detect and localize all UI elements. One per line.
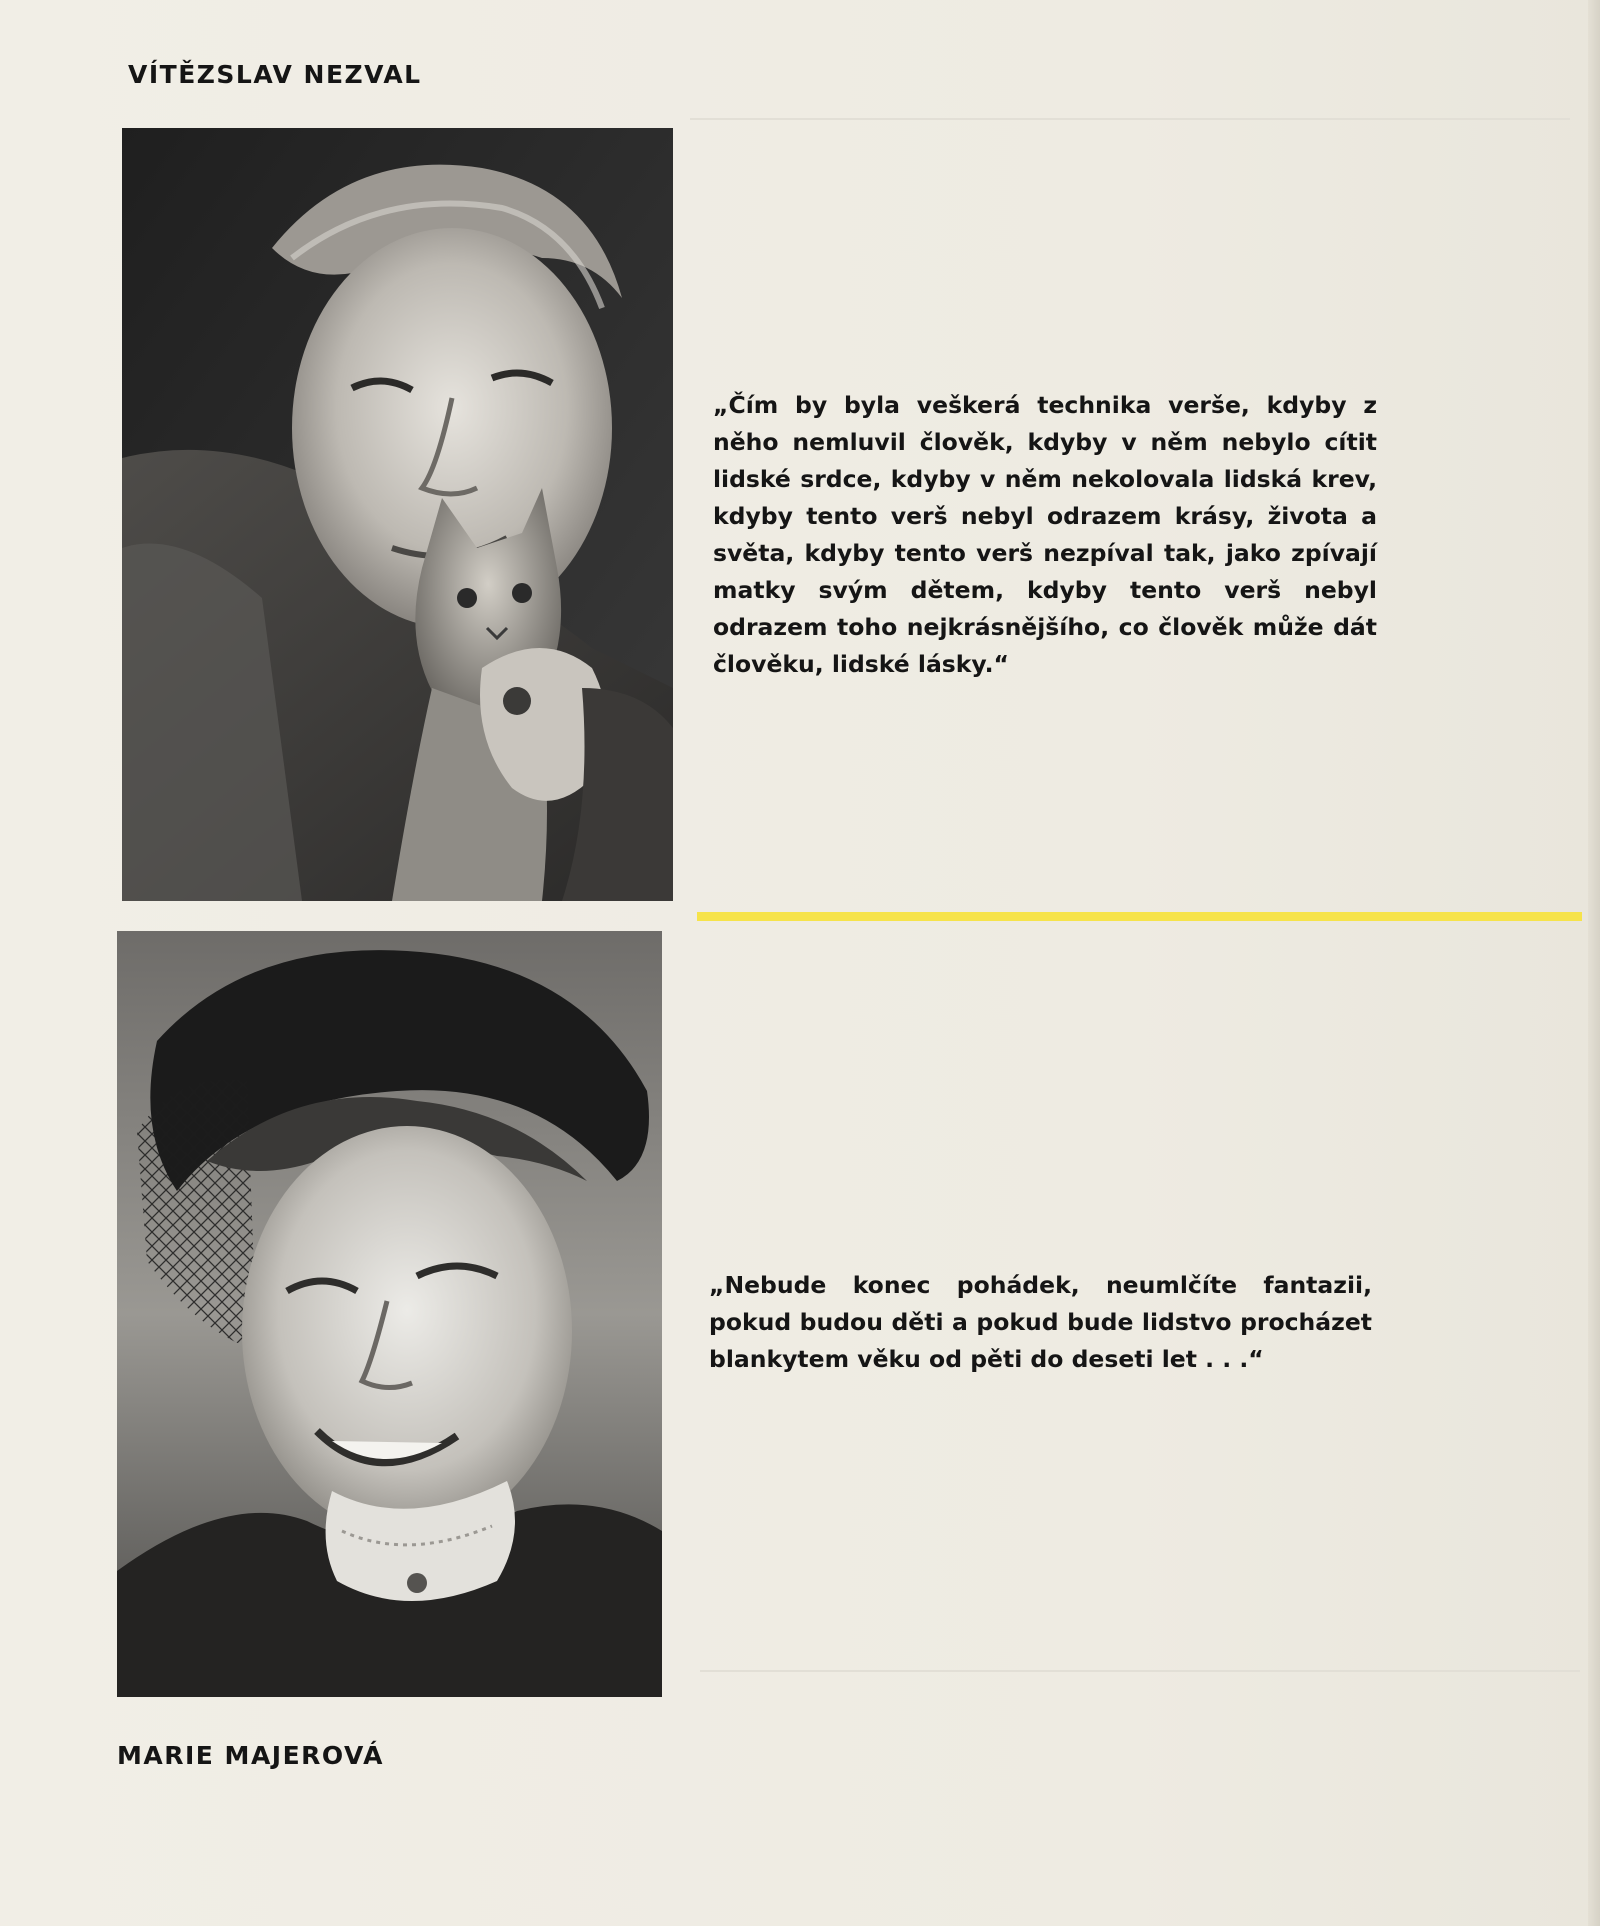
photo-marie-majerova	[117, 931, 662, 1697]
quote-vitezslav-nezval	[713, 387, 1377, 683]
page-edge-shadow	[1588, 0, 1600, 1926]
portrait-illustration	[122, 128, 673, 901]
photo-vitezslav-nezval-with-cat	[122, 128, 673, 901]
ghost-rule	[700, 1670, 1580, 1672]
quote-marie-majerova	[709, 1267, 1372, 1378]
caption-marie-majerova: MARIE MAJEROVÁ	[117, 1741, 384, 1770]
ghost-rule	[690, 118, 1570, 120]
yellow-divider-line	[697, 912, 1582, 921]
caption-vitezslav-nezval: VÍTĚZSLAV NEZVAL	[128, 60, 422, 89]
portrait-illustration	[117, 931, 662, 1697]
quote-text: „Čím by byla veškerá technika verše, kdyby z něho nemluvil člověk, kdyby v něm nebylo cítit lidské srdce, kdyby v něm nekolovala lidská krev, kdyby tento verš nebyl odrazem krásy, života a světa, kdyby tento verš nezpíval tak, jako zpívají matky svým dětem, kdyby tento verš nebyl odrazem toho nejkrásnějšího, co člověk může dát člověku, lidské lásky.“	[713, 391, 1377, 678]
quote-text: „Nebude konec pohádek, neumlčíte fantazii, pokud budou děti a pokud bude lidstvo procházet blankytem věku od pěti do deseti let . . .“	[709, 1271, 1372, 1373]
